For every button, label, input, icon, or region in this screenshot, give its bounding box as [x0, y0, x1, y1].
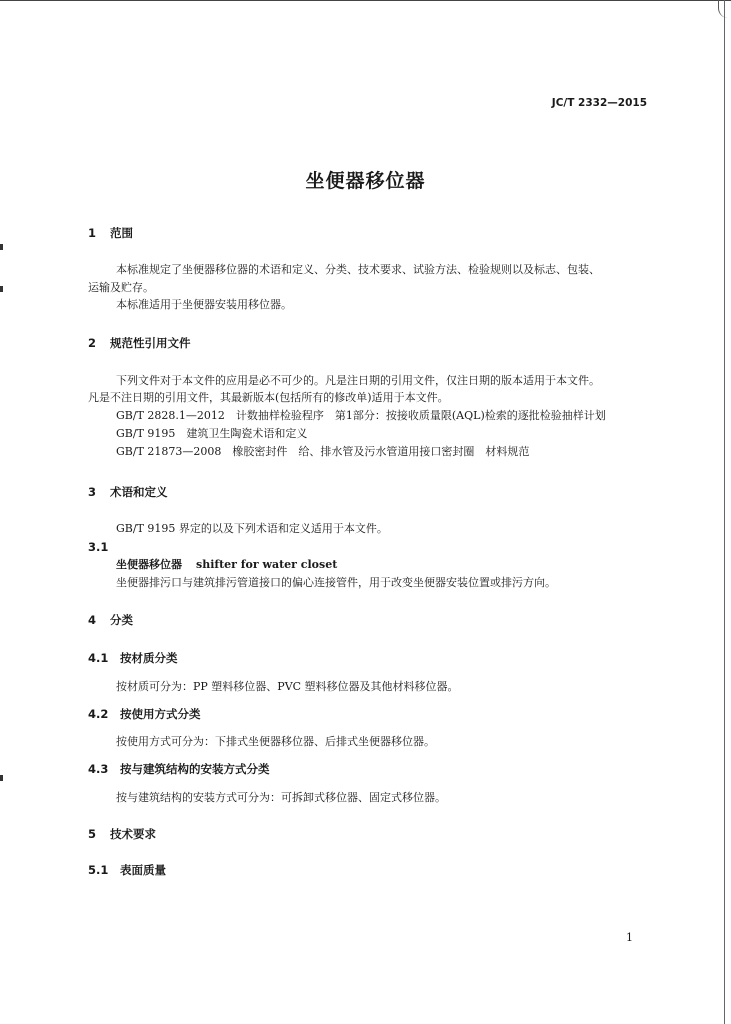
subsection-title: 表面质量: [120, 863, 166, 877]
paragraph-line: 按使用方式可分为：下排式坐便器移位器、后排式坐便器移位器。: [116, 735, 435, 748]
paragraph-line: 按材质可分为：PP 塑料移位器、PVC 塑料移位器及其他材料移位器。: [116, 680, 459, 693]
term-english: shifter for water closet: [196, 558, 338, 571]
subsection-title: 按与建筑结构的安装方式分类: [120, 762, 270, 776]
subsection-number: 4.1: [88, 651, 109, 665]
section-title: 技术要求: [110, 827, 156, 841]
reference-item: GB/T 9195 建筑卫生陶瓷术语和定义: [116, 427, 308, 440]
paragraph-line: GB/T 9195 界定的以及下列术语和定义适用于本文件。: [116, 522, 388, 535]
section-number: 1: [88, 226, 97, 240]
subsection-title: 按材质分类: [120, 651, 178, 665]
section-number: 2: [88, 336, 97, 350]
section-5-heading: [88, 826, 156, 842]
subsection-title: 按使用方式分类: [120, 707, 201, 721]
document-title: 坐便器移位器: [305, 170, 426, 192]
page-number: 1: [626, 931, 633, 944]
scan-border-top: [0, 0, 731, 1]
subsection-4-1-heading: [88, 650, 178, 666]
section-2-heading: [88, 335, 191, 351]
paragraph-line: 本标准规定了坐便器移位器的术语和定义、分类、技术要求、试验方法、检验规则以及标志、包装、: [116, 263, 600, 276]
section-title: 范围: [110, 226, 133, 240]
standard-code: JC/T 2332—2015: [551, 97, 647, 109]
paragraph-line: 下列文件对于本文件的应用是必不可少的。凡是注日期的引用文件，仅注日期的版本适用于本文件。: [116, 374, 600, 387]
subsection-number: 4.3: [88, 762, 109, 776]
scan-margin-mark: [0, 286, 3, 292]
paragraph-line: 运输及贮存。: [88, 281, 154, 294]
paragraph-line: 凡是不注日期的引用文件，其最新版本(包括所有的修改单)适用于本文件。: [88, 391, 449, 404]
scan-margin-mark: [0, 244, 3, 250]
reference-item: GB/T 21873—2008 橡胶密封件 给、排水管及污水管道用接口密封圈 材料规范: [116, 445, 530, 458]
scan-border-right: [724, 0, 725, 1024]
term-entry: [116, 556, 337, 573]
subsection-4-3-heading: [88, 761, 270, 777]
reference-item: GB/T 2828.1—2012 计数抽样检验程序 第1部分：按接收质量限(AQL)检索的逐批检验抽样计划: [116, 409, 606, 422]
paragraph-line: 本标准适用于坐便器安装用移位器。: [116, 298, 292, 311]
section-1-heading: [88, 225, 133, 241]
subsection-number: 5.1: [88, 863, 109, 877]
term-definition: 坐便器排污口与建筑排污管道接口的偏心连接管件，用于改变坐便器安装位置或排污方向。: [116, 576, 556, 589]
subsection-number: 4.2: [88, 707, 109, 721]
section-number: 5: [88, 827, 97, 841]
scan-margin-mark: [0, 775, 3, 781]
subsection-4-2-heading: [88, 706, 201, 722]
term-chinese: 坐便器移位器: [116, 558, 182, 571]
subsection-5-1-heading: [88, 862, 166, 878]
section-title: 分类: [110, 613, 133, 627]
section-title: 规范性引用文件: [110, 336, 191, 350]
subsection-number: 3.1: [88, 540, 109, 554]
section-3-heading: [88, 484, 168, 500]
section-number: 3: [88, 485, 97, 499]
section-4-heading: [88, 612, 133, 628]
paragraph-line: 按与建筑结构的安装方式可分为：可拆卸式移位器、固定式移位器。: [116, 791, 446, 804]
section-title: 术语和定义: [110, 485, 168, 499]
section-number: 4: [88, 613, 97, 627]
page-corner-fold: [718, 0, 731, 18]
